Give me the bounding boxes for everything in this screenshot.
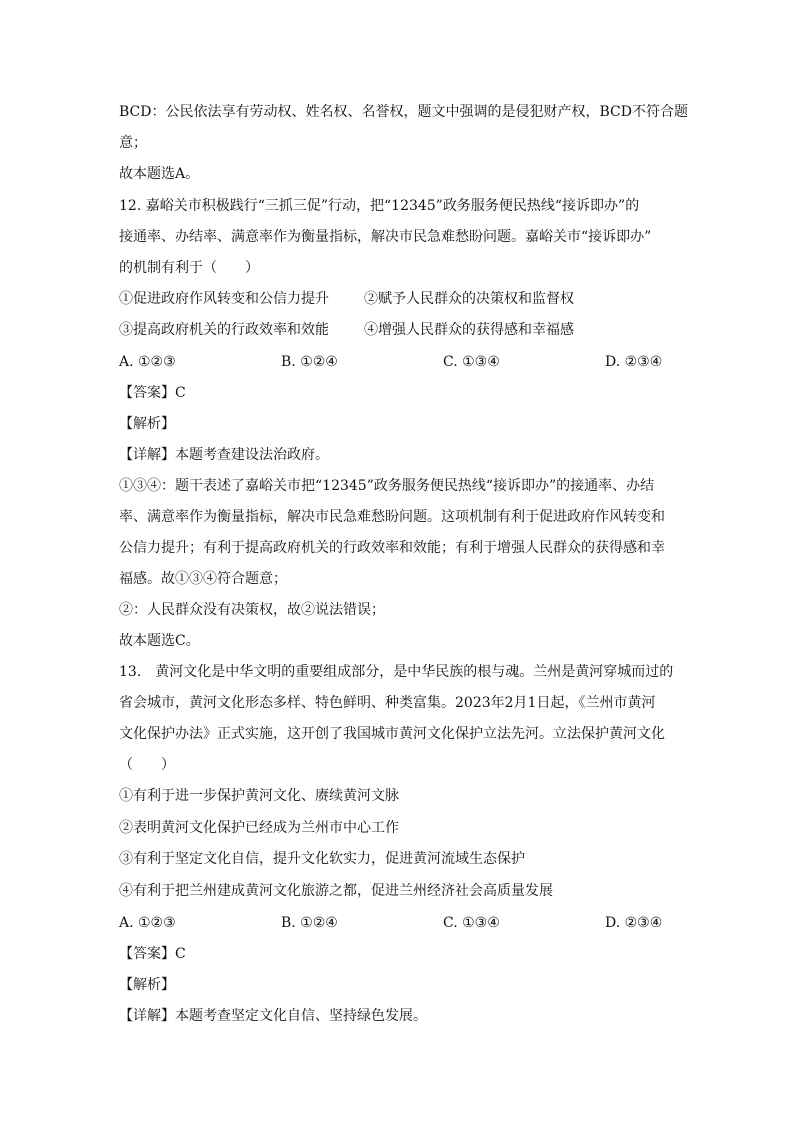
q12-statement-4: ④增强人民群众的获得感和幸福感 [364,322,574,338]
q13-statement-2: ②表明黄河文化保护已经成为兰州市中心工作 [119,820,399,836]
q13-detail: 【详解】本题考查坚定文化自信、坚持绿色发展。 [119,1008,427,1024]
q12-answer: 【答案】C [119,385,186,401]
q12-option-d: D. ②③④ [605,354,663,370]
q13-option-a: A. ①②③ [119,915,176,931]
q13-stem: （ ） [119,757,175,773]
q12-option-c: C. ①③④ [443,354,500,370]
q12-statement-2: ②赋予人民群众的决策权和监督权 [364,291,574,307]
q13-stem: 13. 黄河文化是中华文明的重要组成部分，是中华民族的根与魂。兰州是黄河穿城而过的 [119,664,674,680]
q12-analysis-heading: 【解析】 [119,416,175,432]
q12-statement-3: ③提高政府机关的行政效率和效能 [119,322,329,338]
q13-stem: 省会城市，黄河文化形态多样、特色鲜明、种类富集。2023年2月1日起，《兰州市黄河 [119,695,656,711]
q13-option-d: D. ②③④ [605,915,663,931]
q12-explanation-line: 福感。故①③④符合题意； [119,571,287,587]
q13-statement-1: ①有利于进一步保护黄河文化、赓续黄河文脉 [119,788,399,804]
q11-explanation-line: 意； [119,135,147,151]
q13-option-b: B. ①②④ [281,915,338,931]
q12-stem: 12. 嘉峪关市积极践行“三抓三促”行动，把“12345”政务服务便民热线“接诉即办”的 [119,198,640,214]
q12-option-a: A. ①②③ [119,354,176,370]
q13-analysis-heading: 【解析】 [119,977,175,993]
q13-option-c: C. ①③④ [443,915,500,931]
q12-statement-1: ①促进政府作风转变和公信力提升 [119,291,329,307]
q11-explanation-line: BCD：公民依法享有劳动权、姓名权、名誉权，题文中强调的是侵犯财产权，BCD不符合题 [119,104,688,120]
q13-stem: 文化保护办法》正式实施，这开创了我国城市黄河文化保护立法先河。立法保护黄河文化 [119,726,665,742]
q12-option-b: B. ①②④ [281,354,338,370]
q11-conclusion: 故本题选A。 [119,166,200,182]
q12-detail: 【详解】本题考查建设法治政府。 [119,447,329,463]
q12-explanation-line: 公信力提升；有利于提高政府机关的行政效率和效能；有利于增强人民群众的获得感和幸 [119,540,665,556]
q12-conclusion: 故本题选C。 [119,633,200,649]
q12-explanation-line: 率、满意率作为衡量指标，解决市民急难愁盼问题。这项机制有利于促进政府作风转变和 [119,509,665,525]
q12-explanation-line: ①③④：题干表述了嘉峪关市把“12345”政务服务便民热线“接诉即办”的接通率、办结 [119,478,655,494]
q12-stem: 的机制有利于（ ） [119,260,259,276]
q13-statement-4: ④有利于把兰州建成黄河文化旅游之都，促进兰州经济社会高质量发展 [119,883,553,899]
q13-answer: 【答案】C [119,946,186,962]
q12-explanation-line: ②：人民群众没有决策权，故②说法错误； [119,602,385,618]
q13-statement-3: ③有利于坚定文化自信，提升文化软实力，促进黄河流域生态保护 [119,851,525,867]
q12-stem: 接通率、办结率、满意率作为衡量指标，解决市民急难愁盼问题。嘉峪关市“接诉即办” [119,229,652,245]
